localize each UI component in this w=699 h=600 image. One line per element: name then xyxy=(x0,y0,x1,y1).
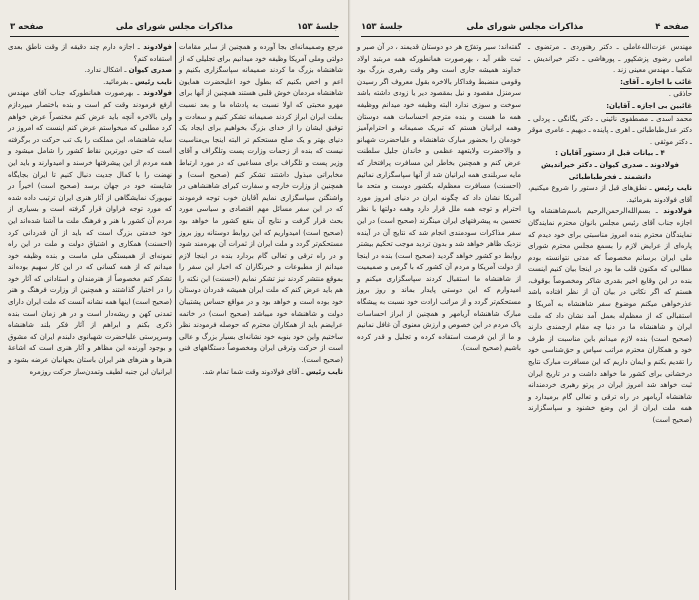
text-line: وسرپرستی علیاحضرت شهبانوی دلبندم ایران که مشوق و xyxy=(8,332,172,353)
text-line: بسم‌الله‌الرحمن‌الرحیم باسم‌شاهنشاه xyxy=(540,207,651,216)
speaker-name: نایب رئیس xyxy=(134,77,172,86)
speech-text: نطق‌های قبل از دستور را شروع میکنیم، آقای فولادوند بفرمائید. xyxy=(528,184,692,204)
page-number: صفحه ۳ xyxy=(10,22,44,32)
text-line: خود میباشد (صحیح است) در خاتمه عرایضم xyxy=(179,309,343,330)
text-line: نهضت را با کمال جدیت دنبال کنیم تا ایران xyxy=(32,170,172,179)
text-line: داشت و در تاریخ ایران ثبت خواهد شد xyxy=(528,369,692,390)
text-line: و استادانی که آثار خود را در اختیار گذاشتند xyxy=(8,274,172,295)
publication-title: مذاکرات مجلس شورای ملی xyxy=(115,22,234,32)
text-line: بنده در اینجا لازم میدانم از مطبوعات و xyxy=(179,251,343,272)
text-line: البته اینجا بی‌مناسبت نیست که بنده از زحمات وزارت پست xyxy=(179,135,343,156)
text-line: از آنها سپاسگزاری نمائیم (احسنت) مسافرت xyxy=(357,170,521,191)
text-column-left: فولادوند ـ اجازه دارم چند دقیقه از وقت ناطق بعدی استفاده کنم؟ صدری کیوان ـ اشکال ندارد. نایب رئیس ـ بفرمائید. فولادوند ـ بهرصورت همانطورکه جناب آقای مهندس ارفع فرمودند وقت کم است و بنده باختصار میپردازم ولی بالاخره آنچه باید عرض کنم مختصراً عرض خواهم کرد مطلبی که میخواستم عرض کنم اینست که امروز در سایه شاهنشاه، این مملکت را یک تب حرکت در برگرفته است که حتی دورترین نقاط کشور را شامل میشود و همه مردم از این پیشرفتها خرسند و امیدوارند و باید این نهضت را با کمال جدیت دنبال کنیم تا ایران بجایگاه شایسته خود در جهان برسد (صحیح است) اخیراً در نیویورک نمایشگاهی از آثار هنری ایران ترتیب داده شده که مورد توجه فراوان قرار گرفته است و بسیاری از مردم آن کشور با هنر و فرهنگ ملت ما آشنا شده‌اند این خود خدمتی بزرگ است که باید از آن قدردانی کرد (احسنت) همکاری و اشتیاق دولت و ملت در این راه نمونه‌ای از همبستگی ملی ماست و بنده وظیفه خود میدانم که از همه کسانی که در این کار سهیم بوده‌اند تشکر کنم مخصوصاً از هنرمندان و استادانی که آثار خود را در اختیار گذاشتند و همچنین از وزارت فرهنگ و هنر (صحیح است) اینها همه نشانه آنست که ملت ایران دارای تمدنی کهن و ریشه‌دار است و در هر زمان است بنده ذکری بکنم و ابراهم از آثار فکر بلند شاهنشاه وسرپرستی علیاحضرت شهبانوی دلبندم ایران که مشوق و بوجود آورنده این مظاهر و آثار هنری است که اشاعهٔ هنرها و هنرهای هنر ایران باستان بجهانیان عرضه بشود و ایرانیان این جنبه لطیف وتمدن‌ساز حرکت روزمره xyxy=(8,43,173,376)
text-line: خبرنگاران که اخبار این سفر را بموقع منتشر xyxy=(179,263,343,283)
speaker-name: نایب رئیس xyxy=(305,367,343,376)
text-line: امیدواریم که این روابط دوستانه روز بروز xyxy=(179,228,301,237)
text-line: ظفر آید ، بهرصورت همانطورکه همه مربتبد اولاد خداوند xyxy=(357,54,521,75)
text-line: در آینده نزدیک ظاهر خواهد شد و بدون xyxy=(357,228,521,249)
text-line: محمد اسدی ـ مصطفوی نائینی ـ دکتر یگانگی ـ xyxy=(552,114,693,123)
text-line: مهندس عزت‌الله‌عاملی ـ دکتر رهنوردی ـ مرتضوی ـ امامی رضوی xyxy=(528,43,692,63)
text-line: تمدنی کهن و ریشه‌دار است و در هر زمان xyxy=(41,309,172,318)
speaker-name: نایب رئیس xyxy=(654,184,692,193)
text-line: فنی (صحیح است). xyxy=(179,344,343,365)
absent-without-leave-list xyxy=(528,114,692,149)
text-line: پرافتخار که مایه سربلندی همه ایرانیان شد xyxy=(357,158,522,179)
speaker-name: فولادوند xyxy=(143,43,172,51)
text-line: ما در دنیا چه مقام ارجمندی دارند (صحیح است) xyxy=(528,323,692,343)
publication-title: مذاکرات مجلس شورای ملی xyxy=(466,22,584,32)
text-line: مورد احترام و توجه همه ملل قرار دارد xyxy=(357,193,521,214)
text-line: و همکاران محترم مراتب سپاس و حق‌شناسی خود xyxy=(528,346,679,355)
text-line: از دولت آمریکا و مردم آن کشور که با xyxy=(409,263,522,272)
speech-text: اشکال ندارد. xyxy=(84,66,123,75)
text-line: ترتیب داده شده که مورد توجه فراوان قرار گرفته xyxy=(8,193,172,214)
text-line: به پادشاه ما و بعد نسبت بملت ایران ابراز کردند صمیمانه xyxy=(179,100,343,121)
text-line: وملی آمریکا وظیفه خود میدانیم برای تجلیلی که از شاهنشاه xyxy=(179,54,343,75)
page-header xyxy=(10,22,339,37)
text-line: و ما از این فرصت استفاده کرده و تجلیل xyxy=(394,332,521,341)
text-line: عالی است از حرکت وترقی ایران ومخصوصاً دستگاههای xyxy=(179,332,343,353)
text-line: را هم باید عرض کنم که ملت ایران همیشه xyxy=(179,274,344,295)
speech-text: بفرمائید. xyxy=(103,77,129,86)
left-page xyxy=(0,0,349,600)
right-page xyxy=(351,0,699,600)
text-line: بهره‌مند شود و در راه ترقی و تعالی گام بردارد xyxy=(179,240,343,260)
text-line: باید از همکاران محترم که حوصله فرمودند xyxy=(193,321,318,330)
speech-text: آقای فولادوند وقت شما تمام شد. xyxy=(202,367,300,376)
speaker-name: فولادوند xyxy=(143,89,172,98)
text-line: وفداکار بالاخره بقول معروف اگر رسیدن سرمنزل مقصود xyxy=(357,77,522,98)
speaker-name: صدری کیوان xyxy=(128,66,172,75)
absent-with-leave-list: حاذقی . xyxy=(668,90,692,99)
text-line: بزرگ ما کردند صمیمانه سپاسگزاری بکنیم و اعم و اخص بکنیم xyxy=(179,66,343,86)
text-line: تشکر کنیم و سعادت و توفیق ایشان را از خدای بزرگ xyxy=(179,112,343,133)
text-line: همکاری و اشتیاق دولت و ملت در این راه xyxy=(8,240,142,249)
text-column-left xyxy=(357,42,521,355)
text-line: و در مواقع حساس پشتیبان دولت و شاهنشاه xyxy=(179,298,343,318)
text-line: و قدر کرده باشیم (صحیح است). xyxy=(357,332,521,353)
text-line: شاهنشاه، این مملکت را یک تب حرکت در برگرفته است که xyxy=(8,135,172,156)
text-line: نمونه‌ای از همبستگی ملی ماست و بنده وظیفه xyxy=(23,251,172,260)
text-line: (صحیح است) و همچنین از وزارت خارجه و سفارت xyxy=(179,170,343,191)
text-line: آقایان خوب توجه فرمودند که در این سفر مسائل xyxy=(179,193,343,214)
section-speakers: دانشمند ـ فخرطباطبائی xyxy=(568,172,652,181)
text-line: قدردان دوستان خود بوده است و خواهد بود xyxy=(179,286,343,307)
text-line: نشان داد که چگونه ایران در دنیای امروز xyxy=(374,193,500,202)
text-line: سفر شاهنشاه به آمریکا و استقبالی که از معظم‌له xyxy=(528,300,692,320)
text-line: کردند سپاسگزاری میکنم و امیدوارم که xyxy=(357,274,521,295)
text-line: تردید موجب تحکیم بیشتر روابط دو کشور xyxy=(357,240,521,260)
text-line: نظر ساختیم واین خود بنوبه خود نشانه‌ای بسیار بزرگ و xyxy=(179,321,343,341)
text-line: مستحکم‌تر گردد و ملت ایران از ثمرات آن xyxy=(218,240,343,249)
text-line: وبا اجازه جناب آقای رئیس مجلس بانوان محترم نمایندگان xyxy=(528,207,692,227)
text-line: مبارک نتایج درخشانی برای کشور ما خواهد xyxy=(528,358,692,378)
text-line: آن از نظر افتاده باشد عذرخواهی میکنم موضوع xyxy=(528,288,692,309)
text-line: قلبی هستند همچنین از آنها برای مهرو محبتی که اولا نسبت xyxy=(179,89,343,109)
text-line: وضع خشنود و سپاسگزارند (صحیح است) xyxy=(528,404,692,424)
text-line: کبرای شاهنشاهی در واشنگتن سپاسگزاری نمایم xyxy=(179,182,343,202)
text-line: مهندس معینی زند . xyxy=(612,66,670,75)
text-line: صمیمانه و احترام‌آمیز خودمان را بحضور مبارک شاهنشاه و xyxy=(357,124,521,144)
text-line: مطلبی که میخواستم عرض کنم اینست که امروز در سایه xyxy=(8,124,172,144)
text-line: برسانم مخصوصاً که مدتی نتوانسته بودم مطالبی که مکنون xyxy=(528,253,692,274)
text-line: بعمل آمد نشان داد که ملت ایران و شاهنشاه xyxy=(528,311,692,332)
text-line: امروز ایران در پرتو رهبری خردمندانه xyxy=(528,381,643,390)
text-line: ندارد البته وظیفه خود میدانم ووظیفه همه ما هست و بنده xyxy=(357,100,521,121)
text-line: خود میدانم که از همه کسانی که در این کار xyxy=(8,251,172,272)
text-line: نمایندگان محترم بنده امروز مناسبتی برای خود دیدم که xyxy=(528,230,692,239)
text-line: در این خصوص و ارزش معنوی آن غافل نمانیم xyxy=(357,321,491,330)
text-line: بشود و ایرانیان این جنبه لطیف وتمدن‌ساز حرکت روزمره xyxy=(8,356,172,376)
speaker-name: فولادوند xyxy=(663,207,692,216)
text-line: این دوستی پایدار بماند و روز بروز xyxy=(357,286,478,295)
text-line: مترجم احساسات همه دوستان وهمه ایرانیان هستم که تبریک xyxy=(357,112,521,133)
text-line: گفته‌اند: سیر وتفرّج هر دو دوستان قدیمند ، در آن صبر و ثبت xyxy=(357,43,521,63)
text-line: مهم اقتصادی و سیاسی مورد بحث قرار گرفت xyxy=(179,205,343,225)
text-line: وتلگراف و آقای وزیر پست و تلگراف برای مساعیی که در xyxy=(179,147,343,167)
text-line: اینها همه نشانه آنست که ملت ایران دارای xyxy=(8,298,131,307)
text-line: پزشکپور ـ پورهاشی ـ دکتر خیراندیش ـ شکیبا ـ xyxy=(528,54,692,75)
text-line: ولی بالاخره آنچه باید عرض کنم مختصراً عرض خواهم کرد xyxy=(8,112,172,133)
text-line: و نتایج آن بنفع کشور ما خواهد بود (صحیح است) xyxy=(179,216,343,237)
text-line: که بطول خود اعلیحضرت همایون شاهنشاه مردمان خوش xyxy=(179,77,343,98)
speech-text: بهرصورت همانطورکه جناب آقای xyxy=(33,89,134,98)
text-line: کردند نیز تشکر نمایم (احسنت) این نکته xyxy=(186,274,304,283)
text-line: حتی دورترین نقاط کشور را شامل میشود و همه مردم xyxy=(8,147,173,167)
text-line: بخواهیم برای ایجاد یک دنیای بهتر و یک صلح مستحکم تر xyxy=(179,124,344,144)
text-line: شاهنشاه آریامهر در راه ترقی و تعالی xyxy=(575,392,692,401)
text-line: است بنده ذکری بکنم و ابراهم از آثار فکر بلند شاهنشاه xyxy=(8,309,172,330)
text-line: مورد ارتباط مخابراتی مبذول داشتند تشکر کنم xyxy=(179,158,343,179)
text-column-right: مهندس عزت‌الله‌عاملی ـ دکتر رهنوردی ـ مرتضوی ـ امامی رضوی پزشکپور ـ پورهاشی ـ دکتر خیراندیش ـ شکیبا ـ مهندس معینی زند . غائب با اجازه ـ آقای: حاذقی . غائبین بی اجازه ـ آقایان: محمد اسدی ـ مصطفوی نائینی ـ دکتر یگانگی ـ پردلی ـ دکتر عدل‌طباطبائی ـ اهری ـ پاینده ـ دیهیم ـ عامری موقر ـ دکتر موثقی . ۴ ـ بیانات قبل از دستور آقایان : فولادوند ـ صدری کیوان ـ دکتر خیراندیش دانشمند ـ فخرطباطبائی نایب رئیس ـ نطق‌های قبل از دستور را شروع میکنیم، آقای فولادوند بفرمائید. فولادوند ـ بسم‌الله‌الرحمن‌الرحیم باسم‌شاهنشاه وبا اجازه جناب آقای رئیس مجلس بانوان محترم نمایندگان نمایندگان محترم بنده امروز مناسبتی برای خود دیدم که پاره‌ای از عرایض لازم را بسمع مجلس محترم شورای ملی ایران برسانم مخصوصاً که مدتی نتوانسته بودم مطالبی که مکنون قلب ما بود در اینجا بیان کنیم اینست بنده در این وقایع اخیر بقدری شاکر ومخصوصاً بوقوف، هستم که اگر نکاتی در بیان آن از نظر افتاده باشد عذرخواهی میکنم موضوع سفر شاهنشاه به آمریکا و استقبالی که از معظم‌له بعمل آمد نشان داد که ملت ایران و شاهنشاه ما در دنیا چه مقام ارجمندی دارند (صحیح است) بنده لازم میدانم باین مناسبت از طرف خود و همکاران محترم مراتب سپاس و حق‌شناسی خود را تقدیم بکنم و ایمان داریم که این مسافرت مبارک نتایج درخشانی برای کشور ما خواهد داشت و در تاریخ ایران ثبت خواهد شد امروز ایران در پرتو رهبری خردمندانه شاهنشاه آریامهر در راه ترقی و تعالی گام برمیدارد و همه ملت ایران از این وضع خشنود و سپاسگزارند (صحیح است) xyxy=(528,43,693,424)
text-line: و همچنین از ابراز احساسات پاک مردم xyxy=(357,309,521,330)
session-number: جلسهٔ ۱۵۳ xyxy=(297,22,339,32)
text-line: را تقدیم بکنم و ایمان داریم که این مسافرت xyxy=(563,358,692,367)
attendance-list xyxy=(528,42,692,77)
text-line: پردلی ـ دکتر عدل‌طباطبائی ـ اهری ـ پاینده ـ دیهیم ـ عامری xyxy=(528,114,692,135)
text-line: جلیل سلطنت عرض کنم و همچنین بخاطر این مسافرت xyxy=(357,147,521,167)
text-line: گام برمیدارد و همه ملت ایران از این xyxy=(528,392,692,413)
text-line: از این پیشرفتها خرسند و امیدوارند و باید این xyxy=(8,158,141,167)
text-column-right: مرجع وصمیمانه‌ای بجا آورده و همچنین از سایر مقامات دولتی وملی آمریکا وظیفه خود میدانیم برای تجلیلی که از شاهنشاه بزرگ ما کردند صمیمانه سپاسگزاری بکنیم و اعم و اخص بکنیم که بطول خود اعلیحضرت همایون شاهنشاه مردمان خوش قلبی هستند همچنین از آنها برای مهرو محبتی که اولا نسبت به پادشاه ما و بعد نسبت بملت ایران ابراز کردند صمیمانه تشکر کنیم و سعادت و توفیق ایشان را از خدای بزرگ بخواهیم برای ایجاد یک دنیای بهتر و یک صلح مستحکم تر البته اینجا بی‌مناسبت نیست که بنده از زحمات وزارت پست وتلگراف و آقای وزیر پست و تلگراف برای مساعیی که در مورد ارتباط مخابراتی مبذول داشتند تشکر کنم (صحیح است) و همچنین از وزارت خارجه و سفارت کبرای شاهنشاهی در واشنگتن سپاسگزاری نمایم آقایان خوب توجه فرمودند که در این سفر مسائل مهم اقتصادی و سیاسی مورد بحث قرار گرفت و نتایج آن بنفع کشور ما خواهد بود (صحیح است) امیدواریم که این روابط دوستانه روز بروز مستحکم‌تر گردد و ملت ایران از ثمرات آن بهره‌مند شود و در راه ترقی و تعالی گام بردارد بنده در اینجا لازم میدانم از مطبوعات و خبرنگاران که اخبار این سفر را بموقع منتشر کردند نیز تشکر نمایم (احسنت) این نکته را هم باید عرض کنم که ملت ایران همیشه قدردان دوستان خود بوده است و خواهد بود و در مواقع حساس پشتیبان دولت و شاهنشاه خود میباشد (صحیح است) در خاتمه عرایضم باید از همکاران محترم که حوصله فرمودند نظر ساختیم واین خود بنوبه خود نشانه‌ای بسیار بزرگ و عالی است از حرکت وترقی ایران ومخصوصاً دستگاههای فنی (صحیح است). نایب رئیس ـ آقای فولادوند وقت شما تمام شد. xyxy=(179,43,344,376)
section-speakers: فولادوند ـ صدری کیوان ـ دکتر خیراندیش xyxy=(541,160,679,169)
text-line: اشاعهٔ هنرها و هنرهای هنر ایران باستان بجهانیان عرضه xyxy=(8,344,172,365)
text-line: مهندس ارفع فرمودند وقت کم است و بنده باختصار میپردازم xyxy=(8,89,172,109)
text-line: و همچنین از وزارت فرهنگ و هنر (صحیح است) xyxy=(8,286,173,307)
text-line: وهمه دولتها با نظر تحسین به پیشرفتهای xyxy=(357,205,521,225)
text-line: مذاکرات سودمندی انجام شد که نتایج آن xyxy=(382,228,505,237)
text-line: بنده لازم میدانم باین مناسبت از طرف خود xyxy=(528,334,692,355)
text-line: خواهد گردید (صحیح است) بنده در اینجا xyxy=(357,251,474,260)
text-line: معظم‌له بکشور دوست و متحد ما آمریکا xyxy=(357,182,521,202)
text-line: فرهنگ ملت ما آشنا شده‌اند این خود خدمتی بزرگ xyxy=(8,216,172,237)
paragraph xyxy=(357,42,521,355)
text-line: مرجع وصمیمانه‌ای بجا آورده و همچنین از سایر مقامات دولتی xyxy=(179,43,343,63)
speech-text: اجازه دارم چند دقیقه از وقت ناطق بعدی استفاده کنم؟ xyxy=(8,43,172,63)
text-line: قلب ما بود در اینجا بیان کنیم اینست بنده در این وقایع اخیر xyxy=(528,265,692,285)
text-line: سهیم بوده‌اند تشکر کنم مخصوصاً از هنرمندان xyxy=(8,263,173,283)
absent-with-leave-heading: غائب با اجازه ـ آقای: xyxy=(620,77,692,90)
text-line: است و بسیاری از مردم آن کشور با هنر و xyxy=(8,205,172,225)
text-line: بوجود آورنده این مظاهر و آثار هنری است که xyxy=(28,344,166,353)
text-line: همیشه جاری است وهر وقت رهبری بزرگ بود وقومی منضبط xyxy=(357,66,521,86)
text-line: اخیراً در نیویورک نمایشگاهی از آثار هنری ایران xyxy=(8,182,172,202)
text-line: و نیل بمقصود دیر یا زودی داشته باشد سوخت و سوزی xyxy=(357,89,521,109)
text-line: نسبت به پیشگاه مبارک شاهنشاه آریامهر xyxy=(357,298,522,318)
session-number: جلسهٔ ۱۵۳ xyxy=(361,22,403,32)
text-line: موقر ـ دکتر موثقی . xyxy=(528,126,692,146)
page-header xyxy=(361,22,689,37)
column-divider xyxy=(524,42,525,590)
text-line: علیاحضرت شهبانو و والاحضرت ولایتعهد عظمی و خاندان xyxy=(357,135,521,156)
page-number: صفحه ۴ xyxy=(655,22,689,32)
text-line: بجایگاه شایسته خود در جهان برسد (صحیح است) xyxy=(8,170,173,191)
absent-without-leave-heading: غائبین بی اجازه ـ آقایان: xyxy=(606,101,692,114)
text-line: مستحکم‌تر گردد و از مراتب ارادت خود xyxy=(407,298,521,307)
text-line: پاره‌ای از عرایض لازم را بسمع مجلس محترم شورای ملی ایران xyxy=(528,242,692,262)
column-divider xyxy=(175,42,176,590)
paragraph xyxy=(179,42,343,367)
text-line: است که باید از آن قدردانی کرد (احسنت) xyxy=(8,228,172,249)
text-line: بقدری شاکر ومخصوصاً بوقوف، هستم که اگر نکاتی در بیان xyxy=(528,276,692,297)
text-line: گرمی و صمیمیت از شاهنشاه ما استقبال xyxy=(357,263,521,283)
section-title: ۴ ـ بیانات قبل از دستور آقایان : xyxy=(555,149,665,158)
text-line: ایران مینگرند (صحیح است) در این سفر xyxy=(357,216,522,237)
